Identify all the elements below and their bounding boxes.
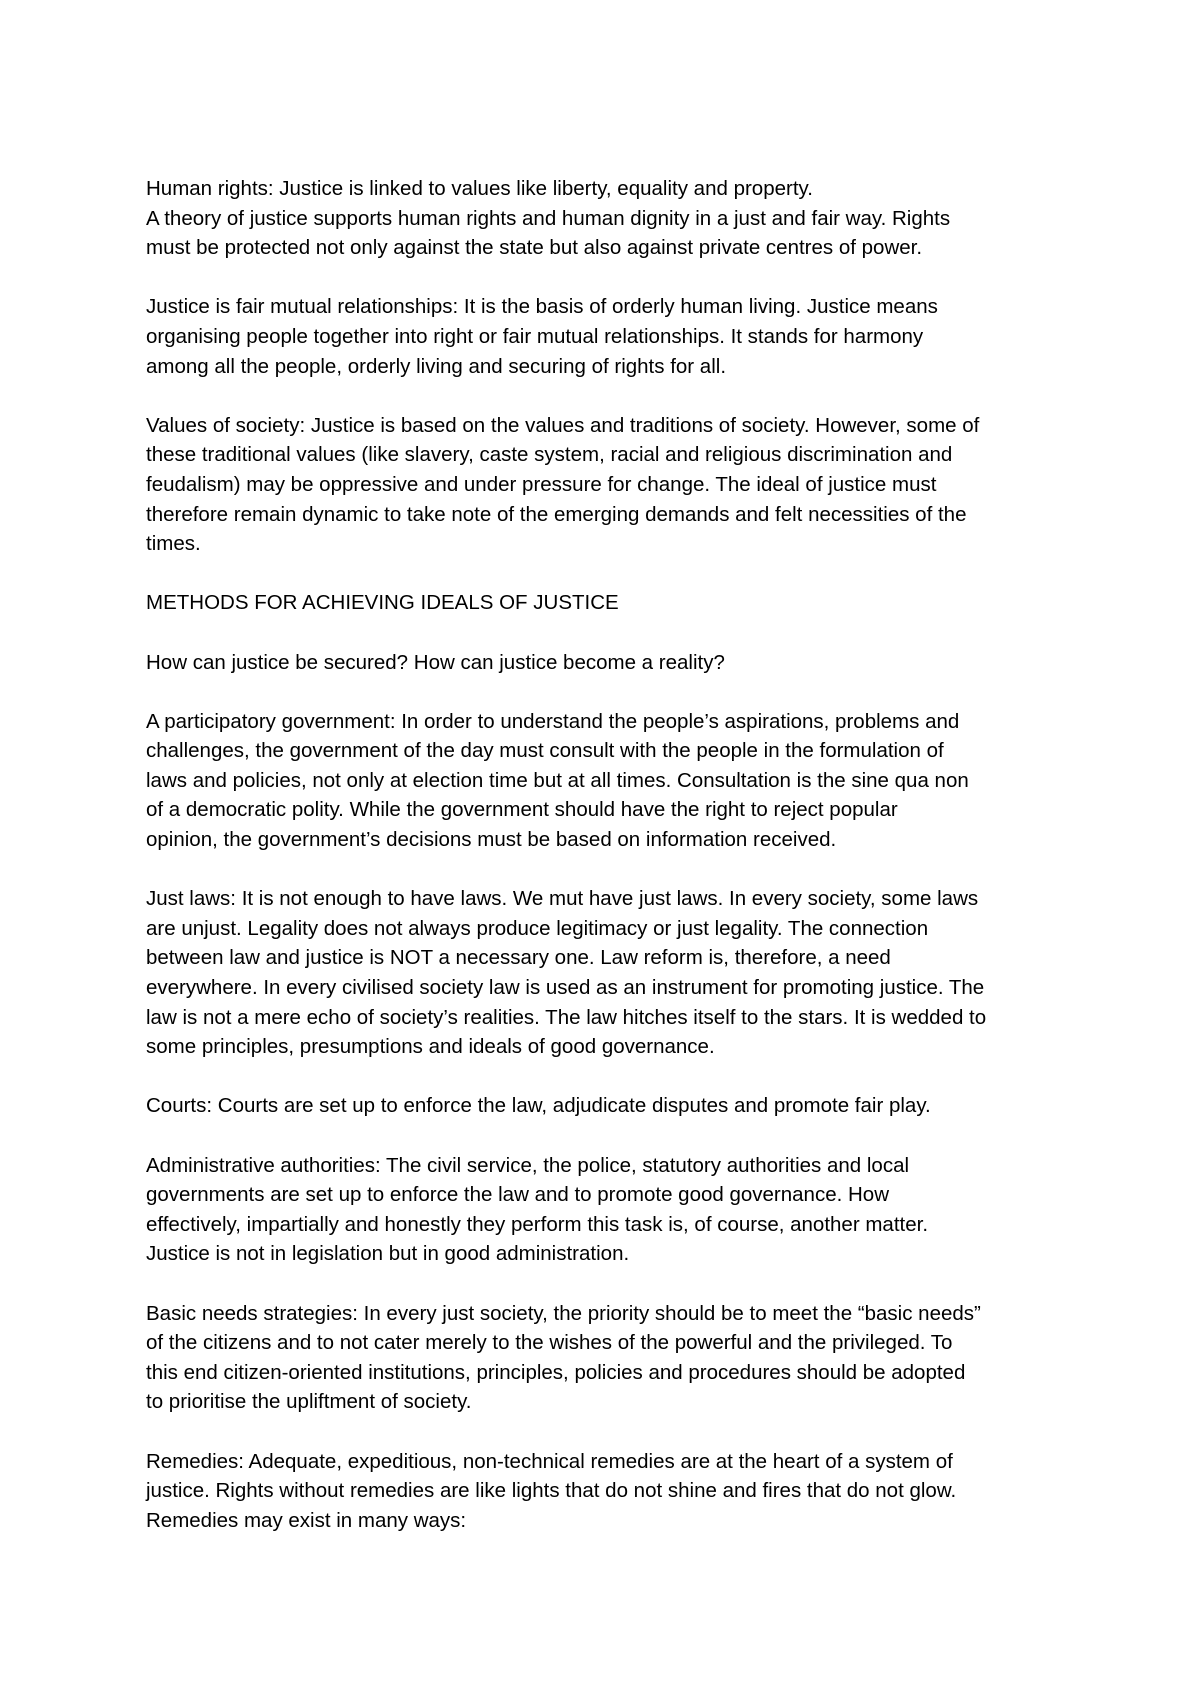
text-line: these traditional values (like slavery, caste system, racial and religious discrimination and [146,443,953,467]
paragraph [146,707,1076,855]
text-line: justice. Rights without remedies are like lights that do not shine and fires that do not glow. [146,1479,957,1503]
text-line: are unjust. Legality does not always produce legitimacy or just legality. The connection [146,916,929,940]
text-line: Just laws: It is not enough to have laws. We mut have just laws. In every society, some laws [146,887,979,911]
text-line: this end citizen-oriented institutions, principles, policies and procedures should be adopted [146,1360,966,1384]
text-line: between law and justice is NOT a necessary one. Law reform is, therefore, a need [146,946,891,970]
text-line: to prioritise the upliftment of society. [146,1390,472,1414]
text-line: therefore remain dynamic to take note of the emerging demands and felt necessities of the [146,502,967,526]
text-line: Human rights: Justice is linked to values like liberty, equality and property. [146,177,813,200]
text-line: Courts: Courts are set up to enforce the law, adjudicate disputes and promote fair play. [146,1094,931,1118]
paragraph [146,648,1076,678]
text-line: Justice is not in legislation but in good administration. [146,1242,630,1266]
text-line: Remedies may exist in many ways: [146,1508,467,1532]
text-line: A theory of justice supports human rights and human dignity in a just and fair way. Rights [146,206,951,230]
text-line: laws and policies, not only at election time but at all times. Consultation is the sine qua non [146,768,969,792]
text-line: everywhere. In every civilised society law is used as an instrument for promoting justice. The [146,976,985,1000]
text-line: Administrative authorities: The civil service, the police, statutory authorities and local [146,1153,910,1177]
paragraph [146,174,1076,263]
document-body [146,174,1076,1565]
text-line: Values of society: Justice is based on the values and traditions of society. However, some of [146,413,980,437]
text-line: opinion, the government’s decisions must be based on information received. [146,828,837,852]
text-line: Remedies: Adequate, expeditious, non-technical remedies are at the heart of a system of [146,1449,953,1473]
text-line: of a democratic polity. While the government should have the right to reject popular [146,798,898,822]
text-line: some principles, presumptions and ideals of good governance. [146,1035,715,1059]
paragraph [146,292,1076,381]
paragraph [146,884,1076,1062]
text-line: effectively, impartially and honestly they perform this task is, of course, another matter. [146,1212,929,1236]
text-line: How can justice be secured? How can justice become a reality? [146,650,725,674]
text-line: must be protected not only against the state but also against private centres of power. [146,236,923,260]
text-line: Justice is fair mutual relationships: It is the basis of orderly human living. Justice means [146,295,938,319]
text-line: organising people together into right or fair mutual relationships. It stands for harmony [146,324,924,348]
text-line: challenges, the government of the day must consult with the people in the formulation of [146,739,944,763]
text-line: of the citizens and to not cater merely to the wishes of the powerful and the privileged. To [146,1331,953,1355]
paragraph [146,1151,1076,1269]
paragraph [146,411,1076,559]
text-line: governments are set up to enforce the law and to promote good governance. How [146,1183,890,1207]
text-line: feudalism) may be oppressive and under pressure for change. The ideal of justice must [146,472,937,496]
paragraph [146,1447,1076,1536]
text-line: law is not a mere echo of society’s realities. The law hitches itself to the stars. It is wedded to [146,1005,987,1029]
text-line: times. [146,532,201,556]
text-line: Basic needs strategies: In every just society, the priority should be to meet the “basic needs” [146,1301,981,1325]
text-line: A participatory government: In order to understand the people’s aspirations, problems and [146,709,960,733]
paragraph [146,588,1076,618]
text-line: METHODS FOR ACHIEVING IDEALS OF JUSTICE [146,591,619,615]
paragraph [146,1299,1076,1417]
paragraph [146,1091,1076,1121]
text-line: among all the people, orderly living and securing of rights for all. [146,354,727,378]
